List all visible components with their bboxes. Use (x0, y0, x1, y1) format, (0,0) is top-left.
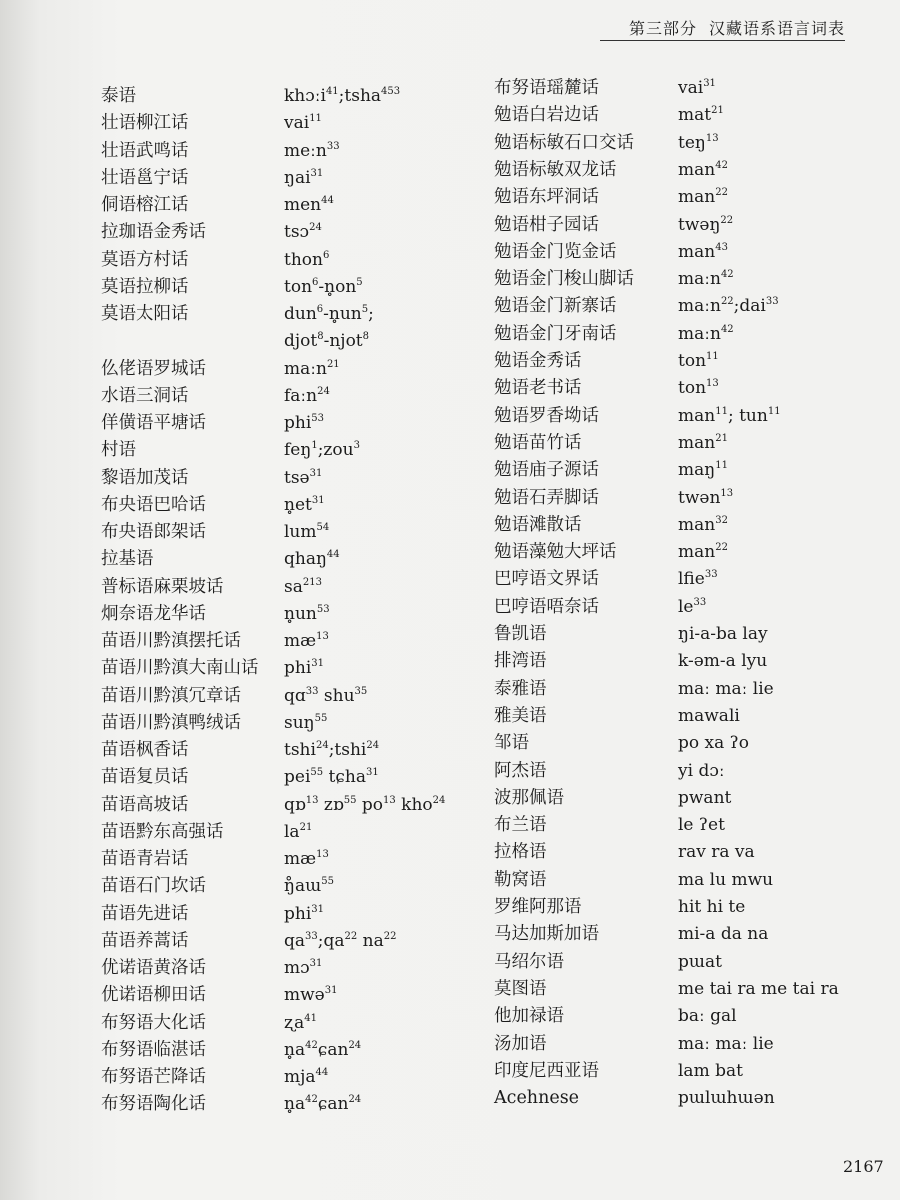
language-name: 鲁凯语 (494, 624, 547, 644)
word-form: maː maː lie (678, 678, 774, 699)
language-name: 苗语川黔滇大南山话 (101, 658, 259, 679)
word-form: man$^{32}$ (678, 514, 728, 535)
word-form: mawali (678, 705, 740, 726)
word-form: ʐa$^{41}$ (284, 1012, 318, 1033)
word-form: pwant (678, 787, 732, 808)
language-name: 拉格语 (494, 842, 547, 863)
language-name: 苗语养蒿话 (101, 930, 189, 951)
word-form: ŋ̊aɯ$^{55}$ (284, 876, 334, 897)
language-name: 仫佬语罗城话 (101, 358, 206, 379)
word-form: $le^{33}$ (678, 596, 707, 617)
word-form: maːn$^{42}$ (678, 323, 734, 344)
word-form: qɒ$^{13}$ zɒ$^{55}$ $po^{13}$ kho$^{24}$ (284, 794, 446, 815)
language-name: 勉语藻勉大坪话 (494, 542, 617, 563)
word-form: pɯlɯhɯən (678, 1088, 775, 1109)
language-name: 佯僙语平塘话 (101, 413, 206, 433)
word-form: maːn$^{22}$;dai$^{33}$ (678, 296, 779, 317)
language-name: 勉语金门梭山脚话 (494, 269, 634, 290)
word-form: mwə$^{31}$ (284, 985, 338, 1006)
word-form: $sa^{213}$ (284, 576, 322, 597)
language-name: 苗语黔东高强话 (101, 821, 224, 842)
language-name: 苗语青岩话 (101, 849, 189, 869)
word-form: me tai ra me tai ra (678, 978, 839, 999)
word-form: twəŋ$^{22}$ (678, 214, 734, 235)
word-form: lum$^{54}$ (284, 522, 330, 542)
language-name: 勉语罗香坳话 (494, 405, 599, 426)
language-name: 马绍尔语 (494, 951, 564, 972)
word-form: man$^{22}$ (678, 187, 728, 208)
word-form: hit hi te (678, 897, 746, 917)
language-name: 拉珈语金秀话 (101, 222, 206, 243)
word-form: qhaŋ$^{44}$ (284, 549, 340, 570)
word-form: man$^{22}$ (678, 542, 728, 563)
language-name: 布努语临湛话 (101, 1039, 206, 1060)
word-form: k-əm-a lyu (678, 651, 768, 672)
language-name: 泰语 (101, 86, 136, 106)
word-form: man$^{21}$ (678, 432, 728, 453)
language-name: 勉语标敏石口交话 (494, 132, 634, 153)
word-form: lam bat (678, 1060, 743, 1081)
word-form: tshi$^{24}$;tshi$^{24}$ (284, 740, 380, 760)
word-form: ton$^{13}$ (678, 378, 719, 399)
word-form: ton$^{11}$ (678, 351, 719, 371)
word-form: tsɔ$^{24}$ (284, 222, 322, 243)
language-name: 勉语东坪洞话 (494, 187, 599, 208)
language-name: 黎语加茂话 (101, 467, 189, 488)
language-name: 莫语拉柳话 (101, 276, 189, 297)
word-form: $mæ^{13}$ (284, 631, 329, 651)
language-name: 苗语先进话 (101, 903, 189, 924)
language-name: 优诺语黄洛话 (101, 958, 206, 978)
language-name: 巴哼语唔奈话 (494, 596, 599, 617)
word-form: maːn$^{21}$ (284, 358, 340, 379)
language-name: 村语 (101, 440, 136, 461)
word-form: phi$^{53}$ (284, 413, 325, 433)
word-form: phi$^{31}$ (284, 903, 325, 924)
language-name: 勉语标敏双龙话 (494, 159, 617, 180)
language-name: 巴哼语文界话 (494, 569, 599, 590)
language-name: 莫图语 (494, 978, 547, 999)
word-form: thon$^6$ (284, 249, 330, 270)
word-form: $qa^{33};qa^{22}$ $na^{22}$ (284, 930, 397, 951)
language-name: 勒窝语 (494, 869, 547, 890)
language-name: 勉语苗竹话 (494, 432, 582, 453)
word-form: $n̥un^{53}$ (284, 603, 330, 624)
word-form: maŋ$^{11}$ (678, 460, 728, 481)
language-name: 普标语麻栗坡话 (101, 576, 224, 597)
word-form: qɑ$^{33}$ shu$^{35}$ (284, 685, 368, 706)
language-name: 布努语陶化话 (101, 1094, 206, 1115)
language-name: 他加禄语 (494, 1006, 564, 1027)
word-form: man$^{42}$ (678, 159, 728, 180)
language-name: 勉语老书话 (494, 378, 582, 399)
word-form: meːn$^{33}$ (284, 140, 340, 161)
language-name: 苗语川黔滇摆托话 (101, 631, 241, 651)
language-name: 莫语太阳话 (101, 304, 189, 324)
language-name: 莫语方村话 (101, 249, 189, 270)
word-form: ma lu mwu (678, 869, 774, 890)
language-name: 马达加斯加语 (494, 924, 599, 945)
language-name: 勉语金门新寨话 (494, 296, 617, 317)
word-form: djot$^8$-njot$^8$ (284, 331, 370, 352)
language-name: 布努语芒降话 (101, 1067, 206, 1087)
word-form: suŋ$^{55}$ (284, 712, 328, 733)
language-name: 布努语瑶麓话 (494, 78, 599, 98)
language-name: 侗语榕江话 (101, 195, 189, 215)
word-form: mja$^{44}$ (284, 1067, 329, 1087)
language-name: 勉语滩散话 (494, 514, 582, 535)
word-form: tsə$^{31}$ (284, 467, 323, 488)
word-form: vai$^{31}$ (678, 78, 716, 98)
word-form: $mæ^{13}$ (284, 849, 329, 869)
word-form: faːn$^{24}$ (284, 385, 330, 406)
word-form: feŋ$^1$;zou$^3$ (284, 440, 360, 461)
language-name: 勉语金秀话 (494, 351, 582, 371)
word-form: vai$^{11}$ (284, 113, 322, 134)
language-name: 排湾语 (494, 651, 547, 672)
header-title: 汉藏语系语言词表 (708, 18, 845, 38)
language-name: 苗语石门坎话 (101, 876, 206, 897)
language-name: 布努语大化话 (101, 1012, 206, 1033)
language-name: 布央语郎架话 (101, 522, 206, 542)
language-name: 苗语复员话 (101, 767, 189, 788)
word-form: teŋ$^{13}$ (678, 132, 719, 153)
language-name: 水语三洞话 (101, 385, 189, 406)
word-form: $la^{21}$ (284, 821, 313, 842)
word-form: mi-a da na (678, 924, 769, 945)
word-form: $n̥et^{31}$ (284, 494, 325, 515)
word-form: baː gal (678, 1006, 737, 1027)
language-name: 壮语武鸣话 (101, 140, 189, 161)
word-form: ŋi-a-ba lay (678, 624, 768, 644)
language-name: 罗维阿那语 (494, 897, 582, 917)
word-form: man$^{43}$ (678, 241, 728, 262)
language-name: 泰雅语 (494, 678, 547, 699)
language-name: 勉语庙子源话 (494, 460, 599, 481)
word-form: khɔːi$^{41}$;tsha$^{453}$ (284, 86, 401, 106)
language-name: 壮语邕宁话 (101, 167, 189, 188)
language-name: 布央语巴哈话 (101, 494, 206, 515)
language-name: 壮语柳江话 (101, 113, 189, 134)
word-form: pei$^{55}$ tɕha$^{31}$ (284, 767, 379, 788)
language-name: 阿杰语 (494, 760, 547, 781)
language-name: 勉语金门牙南话 (494, 323, 617, 344)
word-form: maːn$^{42}$ (678, 269, 734, 290)
language-name: 雅美语 (494, 705, 547, 726)
word-form: $n̥a^{42}ɕan^{24}$ (284, 1039, 362, 1060)
word-form: mat$^{21}$ (678, 105, 724, 126)
language-name: 苗语枫香话 (101, 740, 189, 760)
language-name: 苗语川黔滇冗章话 (101, 685, 241, 706)
language-name: 勉语金门览金话 (494, 241, 617, 262)
word-form: $n̥a^{42}ɕan^{24}$ (284, 1094, 362, 1115)
word-form: maː maː lie (678, 1033, 774, 1054)
language-name: 邹语 (494, 733, 529, 754)
word-form: po xa ʔo (678, 733, 749, 754)
word-form: yi dɔː (678, 760, 725, 781)
word-form: mɔ$^{31}$ (284, 958, 323, 978)
word-form: rav ra va (678, 842, 755, 863)
word-form: pɯat (678, 951, 722, 972)
word-form: man$^{11}$; tun$^{11}$ (678, 405, 781, 426)
word-form: phi$^{31}$ (284, 658, 325, 679)
header-part: 第三部分 (628, 18, 697, 38)
language-name: 优诺语柳田话 (101, 985, 206, 1006)
page-number: 2167 (843, 1157, 884, 1176)
language-name: 炯奈语龙华话 (101, 603, 206, 624)
language-name: 勉语柑子园话 (494, 214, 599, 235)
word-form: ŋai$^{31}$ (284, 167, 324, 188)
language-name: 勉语石弄脚话 (494, 487, 599, 508)
word-form: men$^{44}$ (284, 195, 334, 215)
language-name: 拉基语 (101, 549, 154, 570)
word-form: twən$^{13}$ (678, 487, 734, 508)
language-name: 汤加语 (494, 1033, 547, 1054)
language-name: 苗语高坡话 (101, 794, 189, 815)
language-name: 印度尼西亚语 (494, 1060, 599, 1081)
word-form: lfie$^{33}$ (678, 569, 718, 590)
language-name: 勉语白岩边话 (494, 105, 599, 126)
word-form: le ʔet (678, 815, 725, 836)
word-form: $ton^6-n̥on^5$ (284, 276, 363, 297)
language-name: 苗语川黔滇鸭绒话 (101, 712, 241, 733)
language-name: Acehnese (494, 1088, 580, 1109)
word-form: $dun^6-n̥un^5$; (284, 304, 374, 324)
language-name: 布兰语 (494, 815, 547, 836)
language-name: 波那佩语 (494, 787, 564, 808)
